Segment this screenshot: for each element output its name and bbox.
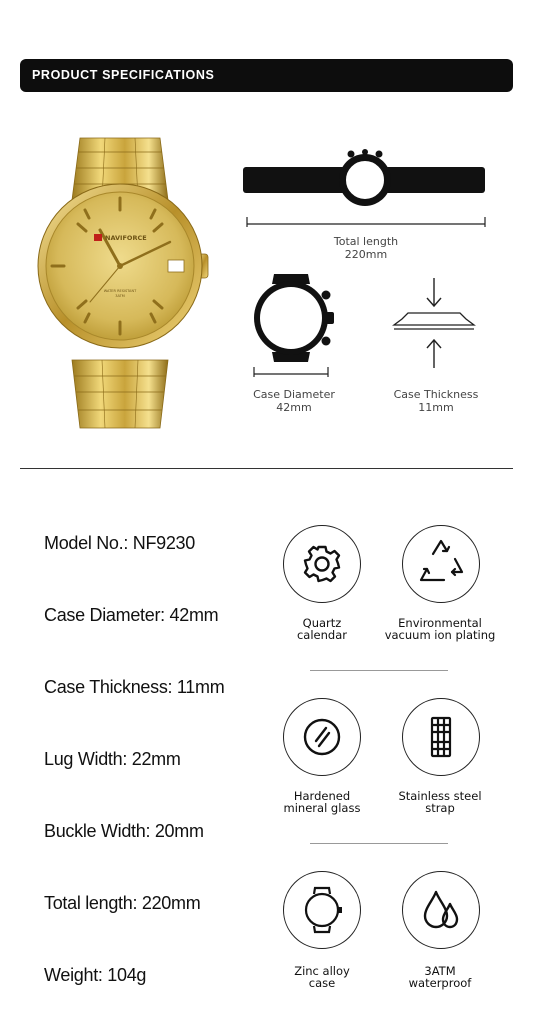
case-thickness-value: 11mm	[418, 401, 454, 414]
steel-strap-line1: Stainless steel	[398, 789, 482, 803]
water-drops-icon	[403, 872, 479, 948]
quartz-line2: calendar	[296, 628, 347, 642]
ion-plating-line2: vacuum ion plating	[384, 628, 496, 642]
steel-strap-feature-label	[370, 790, 510, 814]
glass-icon	[284, 699, 360, 775]
spec-case-diameter: Case Diameter: 42mm	[44, 605, 219, 625]
glass-feature	[283, 698, 361, 776]
quartz-line1: Quartz	[302, 616, 342, 630]
steel-strap-icon	[403, 699, 479, 775]
gear-icon	[284, 526, 360, 602]
spec-lug-width: Lug Width: 22mm	[44, 749, 181, 769]
total-length-diagram	[240, 148, 492, 234]
steel-strap-line2: strap	[425, 801, 455, 815]
steel-strap-feature	[402, 698, 480, 776]
feature-divider-2	[310, 843, 448, 844]
waterproof-line2: waterproof	[408, 976, 472, 990]
spec-weight: Weight: 104g	[44, 965, 147, 985]
spec-total-length: Total length: 220mm	[44, 893, 201, 913]
zinc-case-feature	[283, 871, 361, 949]
case-diameter-label	[224, 388, 364, 414]
dial-text: WATER RESISTANT	[103, 289, 137, 293]
glass-line2: mineral glass	[283, 801, 361, 815]
waterproof-line1: 3ATM	[424, 964, 456, 978]
case-thickness-diagram	[388, 275, 480, 375]
zinc-case-line2: case	[308, 976, 336, 990]
recycle-icon	[403, 526, 479, 602]
dial-text-2: 3ATM	[115, 294, 125, 298]
header-bar	[20, 59, 513, 92]
zinc-case-line1: Zinc alloy	[294, 964, 350, 978]
total-length-title: Total length	[333, 235, 399, 248]
watch-image	[30, 130, 215, 430]
case-diameter-diagram	[250, 270, 342, 382]
watch-case-icon	[284, 872, 360, 948]
glass-line1: Hardened	[293, 789, 351, 803]
waterproof-feature-label	[370, 965, 510, 989]
case-thickness-title: Case Thickness	[393, 388, 479, 401]
case-thickness-label	[366, 388, 506, 414]
brand-logo: NAVIFORCE	[105, 234, 147, 242]
total-length-value: 220mm	[344, 248, 388, 261]
ion-plating-feature	[402, 525, 480, 603]
section-divider	[20, 468, 513, 469]
case-diameter-value: 42mm	[276, 401, 312, 414]
spec-case-thickness: Case Thickness: 11mm	[44, 677, 225, 697]
total-length-label	[296, 235, 436, 261]
feature-divider-1	[310, 670, 448, 671]
ion-plating-feature-label	[370, 617, 510, 641]
spec-model: Model No.: NF9230	[44, 533, 195, 553]
waterproof-feature	[402, 871, 480, 949]
ion-plating-line1: Environmental	[398, 616, 482, 630]
spec-buckle-width: Buckle Width: 20mm	[44, 821, 204, 841]
quartz-feature	[283, 525, 361, 603]
case-diameter-title: Case Diameter	[253, 388, 335, 401]
page-title: PRODUCT SPECIFICATIONS	[32, 68, 215, 82]
